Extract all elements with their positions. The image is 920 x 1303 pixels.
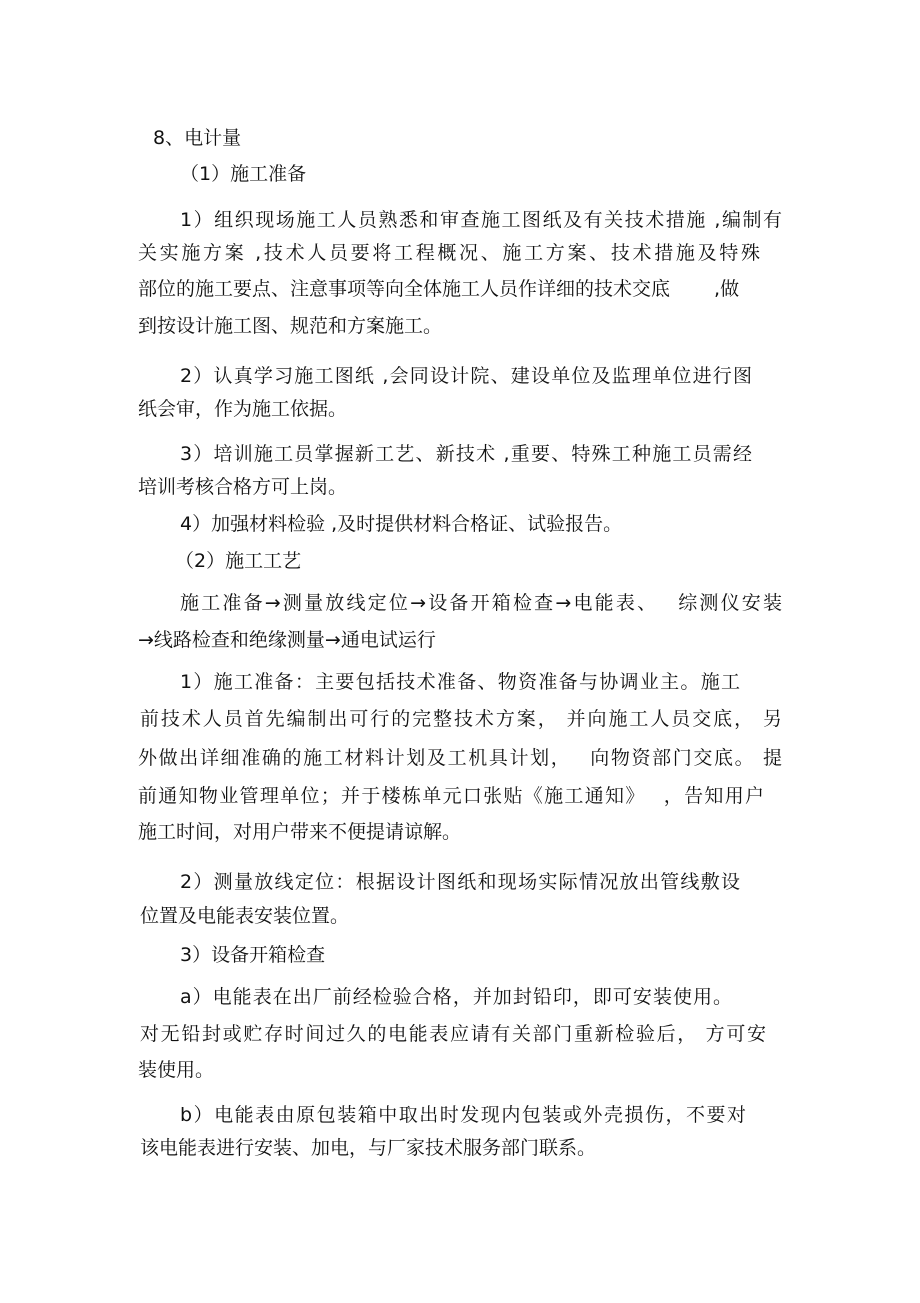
paragraph-line: 1）施工准备：主要包括技术准备、物资准备与协调业主。施工 [180,671,740,693]
subsection-heading: （2）施工工艺 [175,550,302,572]
paragraph-line: 施工时间，对用户带来不便提请谅解。 [138,821,462,843]
paragraph-line: 关实施方案 ,技术人员要将工程概况、施工方案、技术措施及特殊 [138,242,760,264]
paragraph-line: 到按设计施工图、规范和方案施工。 [138,315,443,337]
paragraph-line: 2）测量放线定位：根据设计图纸和现场实际情况放出管线敷设 [180,871,740,893]
paragraph-line: 1）组织现场施工人员熟悉和审查施工图纸及有关技术措施 ,编制有 [180,209,782,231]
paragraph-line: 外做出详细准确的施工材料计划及工机具计划， 向物资部门交底。 提 [138,747,782,769]
subsection-heading: （1）施工准备 [180,163,307,185]
paragraph-line: 纸会审，作为施工依据。 [138,398,348,420]
paragraph-line: 4）加强材料检验 ,及时提供材料合格证、试验报告。 [180,513,623,535]
paragraph-line: 对无铅封或贮存时间过久的电能表应请有关部门重新检验后， 方可安 [140,1023,766,1045]
paragraph-line: 前技术人员首先编制出可行的完整技术方案， 并向施工人员交底， 另 [140,708,782,730]
paragraph-line: 培训考核合格方可上岗。 [138,476,348,498]
paragraph-line: 部位的施工要点、注意事项等向全体施工人员作详细的技术交底 ,做 [138,278,740,300]
paragraph-line: 装使用。 [138,1059,215,1081]
paragraph-line: 3）设备开箱检查 [180,944,326,966]
process-flow-line: 施工准备→测量放线定位→设备开箱检查→电能表、 综测仪安装 [180,592,782,614]
paragraph-line: 位置及电能表安装位置。 [140,905,350,927]
paragraph-line: a）电能表在出厂前经检验合格，并加封铅印，即可安装使用。 [180,986,732,1008]
paragraph-line: 2）认真学习施工图纸 ,会同设计院、建设单位及监理单位进行图 [180,365,752,387]
section-heading: 8、电计量 [153,127,242,149]
process-flow-line: →线路检查和绝缘测量→通电试运行 [138,629,436,651]
paragraph-line: 该电能表进行安装、加电，与厂家技术服务部门联系。 [140,1137,597,1159]
paragraph-line: 3）培训施工员掌握新工艺、新技术 ,重要、特殊工种施工员需经 [180,443,752,465]
paragraph-line: b）电能表由原包装箱中取出时发现内包装或外壳损伤，不要对 [180,1104,746,1126]
paragraph-line: 前通知物业管理单位；并于楼栋单元口张贴《施工通知》 ，告知用户 [138,785,764,807]
